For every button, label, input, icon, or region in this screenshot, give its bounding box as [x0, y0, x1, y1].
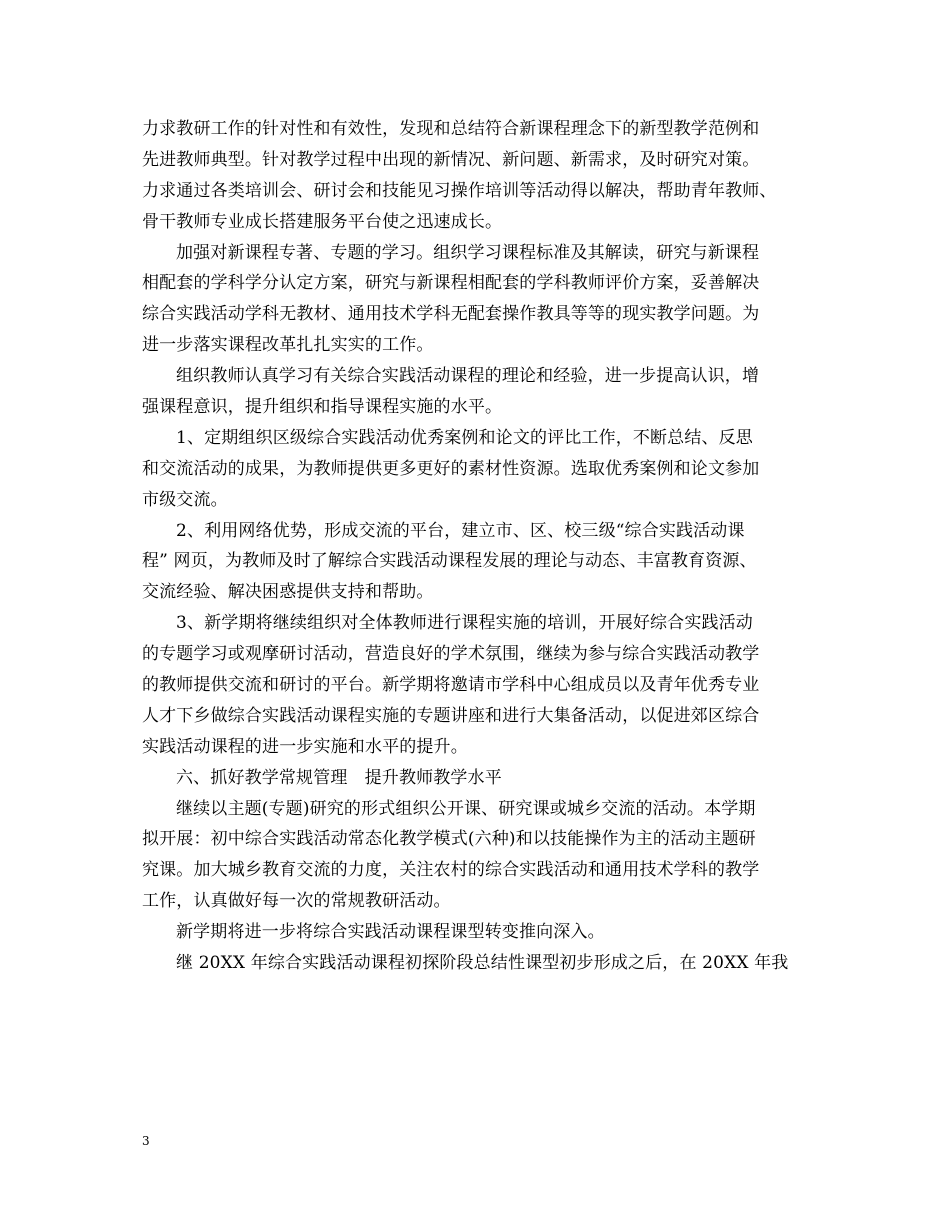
paragraph	[142, 917, 812, 948]
text-line: 交流经验、解决困惑提供支持和帮助。	[142, 582, 434, 603]
text-line: 拟开展：初中综合实践活动常态化教学模式(六种)和以技能操作为主的活动主题研	[142, 829, 756, 850]
text-line: 的教师提供交流和研讨的平台。新学期将邀请市学科中心组成员以及青年优秀专业	[142, 675, 760, 696]
text-line: 骨干教师专业成长搭建服务平台使之迅速成长。	[142, 211, 503, 232]
paragraph	[142, 114, 812, 238]
paragraph	[142, 948, 812, 979]
paragraph	[142, 608, 812, 762]
text-line: 和交流活动的成果，为教师提供更多更好的素材性资源。选取优秀案例和论文参加	[142, 458, 760, 479]
paragraph	[142, 516, 812, 609]
text-line: 工作，认真做好每一次的常规教研活动。	[142, 891, 451, 912]
text-line: 新学期将进一步将综合实践活动课程课型转变推向深入。	[176, 922, 605, 943]
text-line: 3、新学期将继续组织对全体教师进行课程实施的培训，开展好综合实践活动	[176, 613, 753, 634]
text-line: 先进教师典型。针对教学过程中出现的新情况、新问题、新需求，及时研究对策。	[142, 149, 760, 170]
text-line: 程” 网页，为教师及时了解综合实践活动课程发展的理论与动态、丰富教育资源、	[142, 551, 757, 572]
paragraph	[142, 794, 812, 918]
text-line: 继续以主题(专题)研究的形式组织公开课、研究课或城乡交流的活动。本学期	[176, 798, 756, 819]
text-line: 力求教研工作的针对性和有效性，发现和总结符合新课程理念下的新型教学范例和	[142, 119, 760, 139]
text-line: 强课程意识，提升组织和指导课程实施的水平。	[142, 397, 503, 418]
text-line: 1、定期组织区级综合实践活动优秀案例和论文的评比工作，不断总结、反思	[176, 427, 753, 448]
paragraph	[142, 763, 812, 794]
text-line: 组织教师认真学习有关综合实践活动课程的理论和经验，进一步提高认识，增	[176, 366, 760, 387]
text-line: 相配套的学科学分认定方案，研究与新课程相配套的学科教师评价方案，妥善解决	[142, 273, 760, 294]
page-number: 3	[142, 1134, 150, 1148]
text-line: 的专题学习或观摩研讨活动，营造良好的学术氛围，继续为参与综合实践活动教学	[142, 644, 760, 665]
paragraph	[142, 361, 812, 423]
text-line: 市级交流。	[142, 489, 228, 510]
text-line: 力求通过各类培训会、研讨会和技能见习操作培训等活动得以解决，帮助青年教师、	[142, 180, 777, 201]
text-line: 究课。加大城乡教育交流的力度，关注农村的综合实践活动和通用技术学科的教学	[142, 860, 760, 881]
text-line: 实践活动课程的进一步实施和水平的提升。	[142, 736, 468, 757]
paragraph	[142, 423, 812, 516]
text-line: 2、利用网络优势，形成交流的平台，建立市、区、校三级“综合实践活动课	[176, 520, 745, 541]
text-line: 六、抓好教学常规管理 提升教师教学水平	[176, 767, 502, 788]
text-line: 人才下乡做综合实践活动课程实施的专题讲座和进行大集备活动，以促进郊区综合	[142, 705, 760, 726]
body-text	[142, 114, 812, 979]
text-line: 加强对新课程专著、专题的学习。组织学习课程标准及其解读，研究与新课程	[176, 242, 760, 263]
text-line: 综合实践活动学科无教材、通用技术学科无配套操作教具等等的现实教学问题。为	[142, 304, 760, 325]
text-line: 继 20XX 年综合实践活动课程初探阶段总结性课型初步形成之后，在 20XX 年我	[176, 953, 789, 974]
paragraph	[142, 238, 812, 362]
text-line: 进一步落实课程改革扎扎实实的工作。	[142, 335, 434, 356]
